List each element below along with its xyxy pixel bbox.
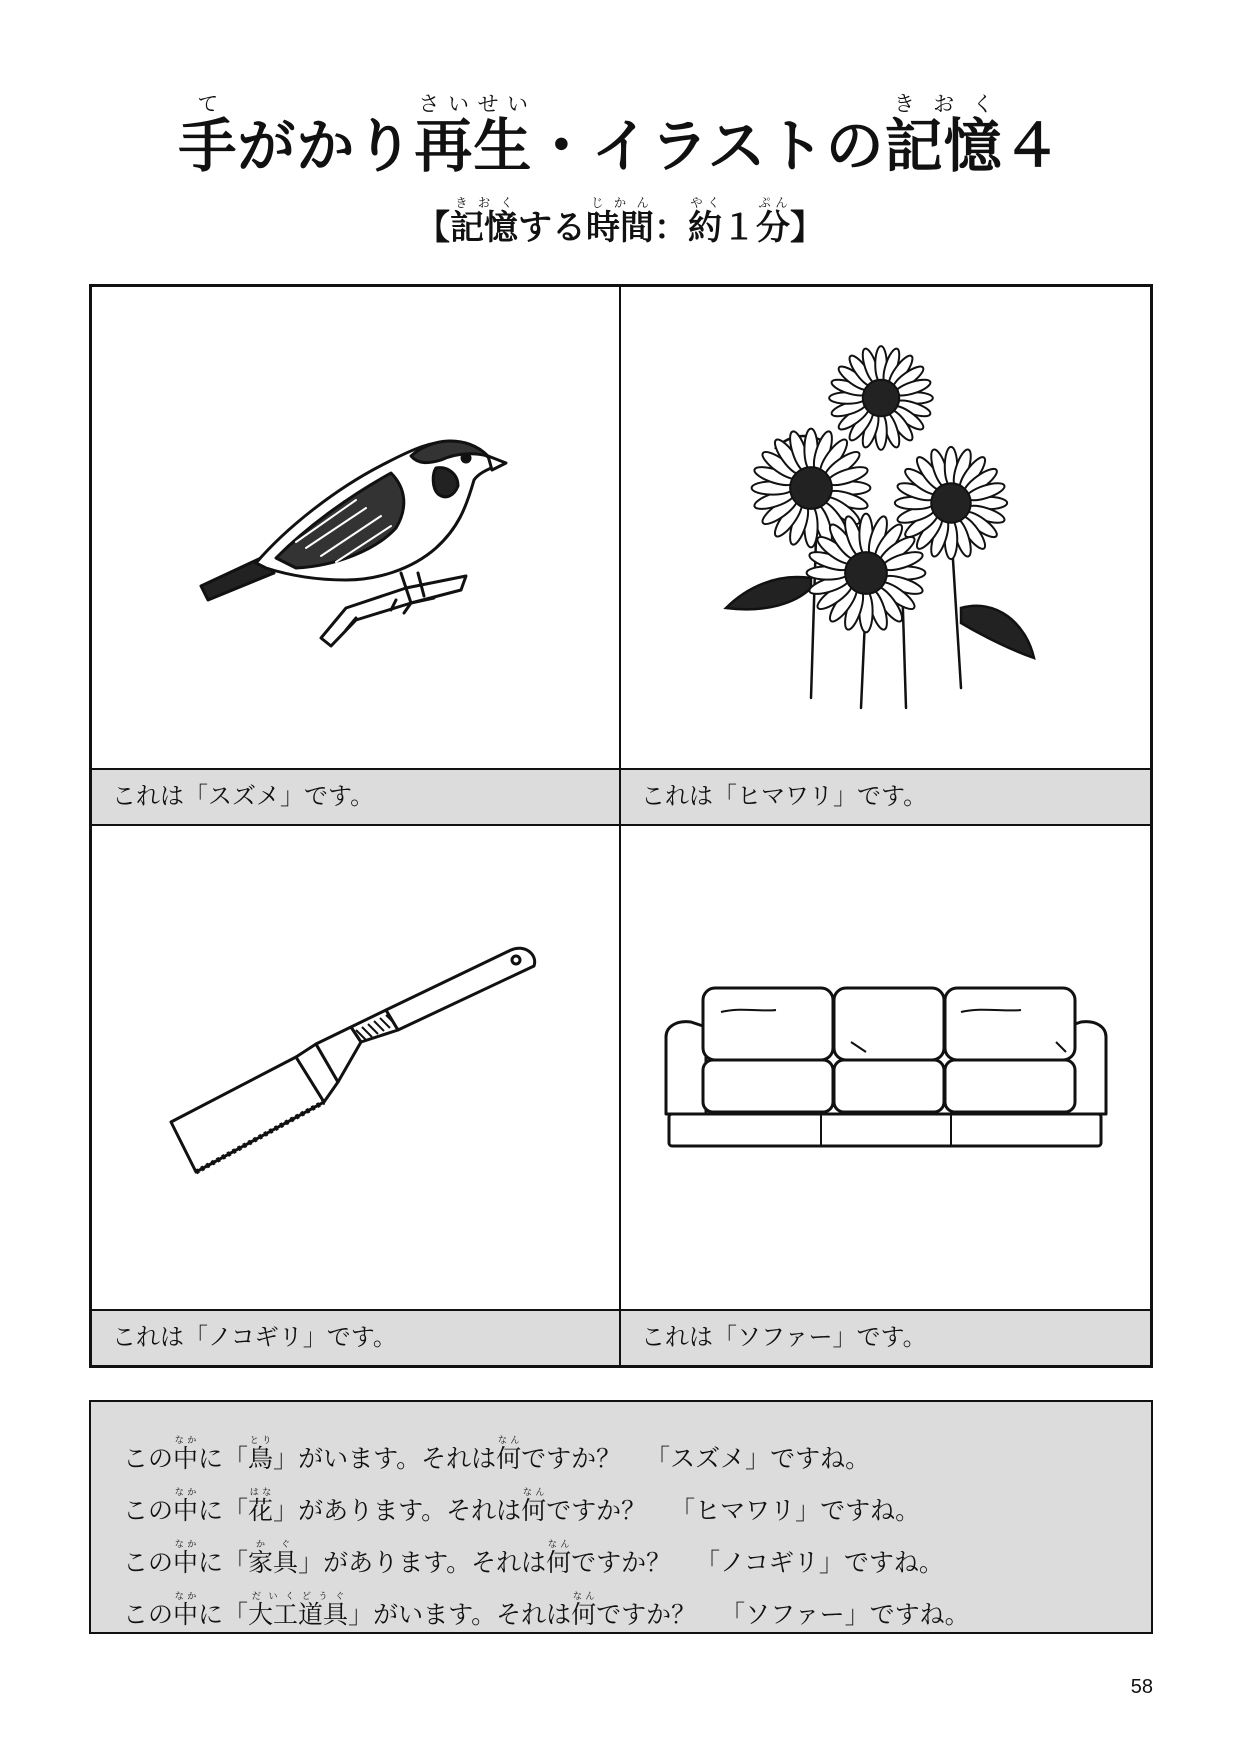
text-run: 」があります。それは <box>298 1547 547 1577</box>
saw-illustration <box>166 942 546 1192</box>
text-run: 」がいます。それは <box>348 1599 572 1629</box>
text-run: ： <box>654 207 688 248</box>
card-caption: これは「ソファー」です。 <box>621 1309 1150 1365</box>
card-caption: これは「スズメ」です。 <box>92 768 619 824</box>
text-run: この <box>123 1599 174 1629</box>
ruby-word: 何なん <box>496 1435 522 1473</box>
question-answer: 「ソファー」ですね。 <box>720 1599 970 1629</box>
text-run: ・イラストの <box>532 112 885 180</box>
ruby-word: 何なん <box>571 1591 597 1629</box>
text-run: １ <box>722 207 756 248</box>
text-run: ですか？ <box>546 1495 647 1525</box>
ruby-word: 中なか <box>173 1591 199 1629</box>
ruby-word: 約やく <box>688 195 722 248</box>
card-picture <box>621 826 1150 1308</box>
ruby-word: 手て <box>178 92 238 180</box>
text-run: ですか？ <box>521 1443 622 1473</box>
question-text <box>123 1436 621 1472</box>
question-answer: 「ノコギリ」ですね。 <box>695 1547 944 1577</box>
text-run: 】 <box>790 207 824 248</box>
question-line <box>123 1472 1151 1524</box>
question-line <box>123 1420 1151 1472</box>
sparrow-illustration <box>196 408 516 648</box>
page-subtitle <box>0 196 1240 255</box>
ruby-word: 家具かぐ <box>248 1539 299 1577</box>
question-line <box>123 1524 1151 1576</box>
text-run: ですか？ <box>571 1547 672 1577</box>
text-run: 」がいます。それは <box>273 1443 497 1473</box>
question-line <box>123 1576 1151 1628</box>
card-sparrow <box>92 287 621 826</box>
text-run: ですか？ <box>596 1599 697 1629</box>
question-answer: 「ヒマワリ」ですね。 <box>670 1495 921 1525</box>
ruby-word: 何なん <box>521 1487 547 1525</box>
text-run: がかり <box>237 112 415 180</box>
ruby-word: 時間じかん <box>586 195 654 248</box>
ruby-word: 分ぷん <box>756 195 790 248</box>
sunflower-illustration <box>716 338 1056 718</box>
card-picture <box>92 287 619 769</box>
text-run: 」があります。それは <box>273 1495 522 1525</box>
page-number: 58 <box>1130 1676 1153 1698</box>
card-caption: これは「ノコギリ」です。 <box>92 1309 619 1365</box>
title-block <box>0 92 1240 255</box>
ruby-word: 中なか <box>173 1435 199 1473</box>
ruby-word: 記憶きおく <box>450 195 518 248</box>
ruby-word: 中なか <box>173 1539 199 1577</box>
card-caption: これは「ヒマワリ」です。 <box>621 768 1150 824</box>
text-run: この <box>123 1547 174 1577</box>
ruby-word: 何なん <box>546 1539 572 1577</box>
ruby-word: 再生さいせい <box>414 92 533 180</box>
text-run: する <box>518 207 586 248</box>
card-sunflower <box>621 287 1150 826</box>
ruby-word: 中なか <box>173 1487 199 1525</box>
card-picture <box>621 287 1150 769</box>
ruby-word: 記憶きおく <box>884 92 1003 180</box>
text-run: この <box>123 1443 174 1473</box>
illustration-grid <box>89 284 1153 1368</box>
card-picture <box>92 826 619 1308</box>
question-box <box>89 1400 1153 1634</box>
question-text <box>123 1592 696 1628</box>
text-run: に「 <box>198 1547 249 1577</box>
card-saw <box>92 826 621 1365</box>
text-run: この <box>123 1495 174 1525</box>
text-run: に「 <box>198 1495 249 1525</box>
text-run: に「 <box>198 1599 249 1629</box>
text-run: 【 <box>416 207 450 248</box>
ruby-word: 花はな <box>248 1487 274 1525</box>
sunflower-head <box>829 346 933 450</box>
sofa-illustration <box>661 982 1111 1152</box>
ruby-word: 大工道具だいくどうぐ <box>248 1591 349 1629</box>
card-sofa <box>621 826 1150 1365</box>
text-run: に「 <box>198 1443 249 1473</box>
question-text <box>123 1488 646 1524</box>
ruby-word: 鳥とり <box>248 1435 274 1473</box>
page-title <box>0 92 1240 192</box>
question-text <box>123 1540 671 1576</box>
text-run: ４ <box>1002 112 1062 180</box>
question-answer: 「スズメ」ですね。 <box>645 1443 871 1473</box>
